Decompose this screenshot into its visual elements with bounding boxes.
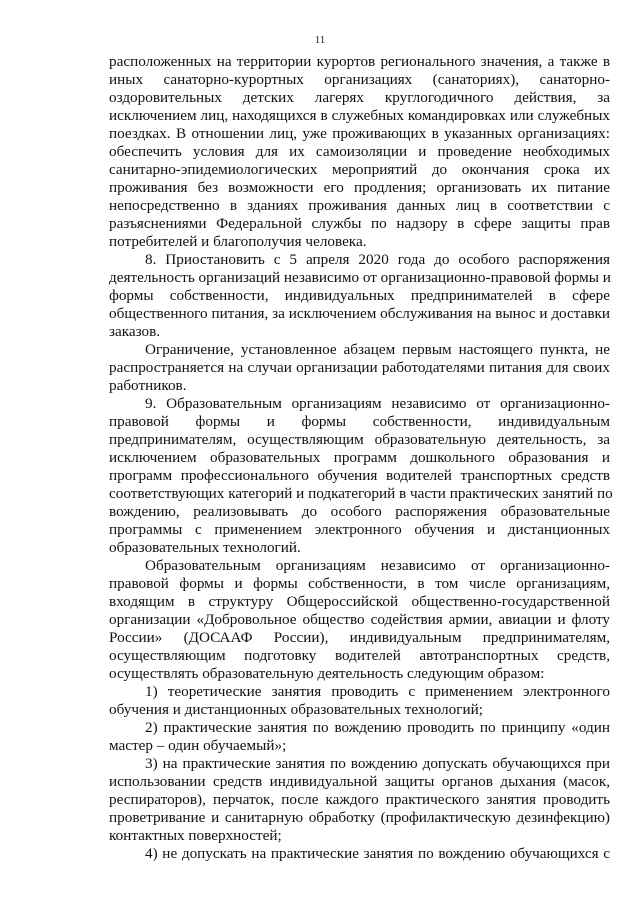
text-line: распространяется на случаи организации работодателями питания для своих <box>109 359 610 376</box>
text-line: обучения и дистанционных образовательных технологий; <box>109 701 483 718</box>
text-line: вождению, реализовывать до особого распоряжения образовательные <box>109 503 610 520</box>
text-line: правовой формы и формы собственности, в том числе организациям, <box>109 575 610 592</box>
text-line: России» (ДОСААФ России), индивидуальным предпринимателям, <box>109 629 610 646</box>
text-line: организации «Добровольное общество содействия армии, авиации и флоту <box>109 611 610 628</box>
text-line: осуществляющим подготовку водителей автотранспортных средств, <box>109 647 610 664</box>
text-line: поездках. В отношении лиц, уже проживающих в указанных организациях: <box>109 125 610 142</box>
text-line: 2) практические занятия по вождению проводить по принципу «один <box>145 719 610 736</box>
text-line: потребителей и благополучия человека. <box>109 233 367 250</box>
text-line: формы собственности, индивидуальных предпринимателей в сфере <box>109 287 610 304</box>
page-number: 11 <box>314 34 326 46</box>
text-line: 4) не допускать на практические занятия по вождению обучающихся с <box>145 845 610 862</box>
text-line: 9. Образовательным организациям независимо от организационно- <box>145 395 610 412</box>
text-line: респираторов), перчаток, после каждого практического занятия проводить <box>109 791 610 808</box>
text-line: Образовательным организациям независимо от организационно- <box>145 557 610 574</box>
text-line: непосредственно в зданиях проживания данных лиц в соответствии с <box>109 197 610 214</box>
text-line: осуществлять образовательную деятельность следующим образом: <box>109 665 545 682</box>
text-line: Ограничение, установленное абзацем первым настоящего пункта, не <box>145 341 610 358</box>
text-line: исключением образовательных программ дошкольного образования и <box>109 449 610 466</box>
text-line: разъяснениями Федеральной службы по надзору в сфере защиты прав <box>109 215 610 232</box>
text-line: соответствующих категорий и подкатегорий в части практических занятий по <box>109 485 613 502</box>
text-line: правовой формы и формы собственности, индивидуальным <box>109 413 610 430</box>
text-line: 8. Приостановить с 5 апреля 2020 года до особого распоряжения <box>145 251 610 268</box>
text-line: проветривание и санитарную обработку (профилактическую дезинфекцию) <box>109 809 610 826</box>
text-line: предпринимателям, осуществляющим образовательную деятельность, за <box>109 431 610 448</box>
text-line: 3) на практические занятия по вождению допускать обучающихся при <box>145 755 610 772</box>
text-line: входящим в структуру Общероссийской общественно-государственной <box>109 593 610 610</box>
text-line: 1) теоретические занятия проводить с применением электронного <box>145 683 610 700</box>
text-line: иных санаторно-курортных организациях (санаториях), санаторно- <box>109 71 610 88</box>
text-line: заказов. <box>109 323 161 340</box>
text-line: расположенных на территории курортов регионального значения, а также в <box>109 53 610 70</box>
text-line: контактных поверхностей; <box>109 827 282 844</box>
text-line: оздоровительных детских лагерях круглогодичного действия, за <box>109 89 610 106</box>
text-line: общественного питания, за исключением обслуживания на вынос и доставки <box>109 305 610 322</box>
text-line: обеспечить условия для их самоизоляции и проведение необходимых <box>109 143 610 160</box>
text-line: работников. <box>109 377 187 394</box>
text-line: исключением лиц, находящихся в служебных командировках или служебных <box>109 107 610 124</box>
text-line: проживания без возможности его продления; организовать их питание <box>109 179 610 196</box>
document-body <box>109 53 613 863</box>
text-line: использовании средств индивидуальной защиты органов дыхания (масок, <box>109 773 610 790</box>
text-line: мастер – один обучаемый»; <box>109 737 287 754</box>
text-line: программ профессионального обучения водителей транспортных средств <box>109 467 610 484</box>
text-line: программы с применением электронного обучения и дистанционных <box>109 521 610 538</box>
text-line: деятельность организаций независимо от организационно-правовой формы и <box>109 269 611 286</box>
text-line: образовательных технологий. <box>109 539 301 556</box>
text-line: санитарно-эпидемиологических мероприятий до окончания срока их <box>109 161 610 178</box>
